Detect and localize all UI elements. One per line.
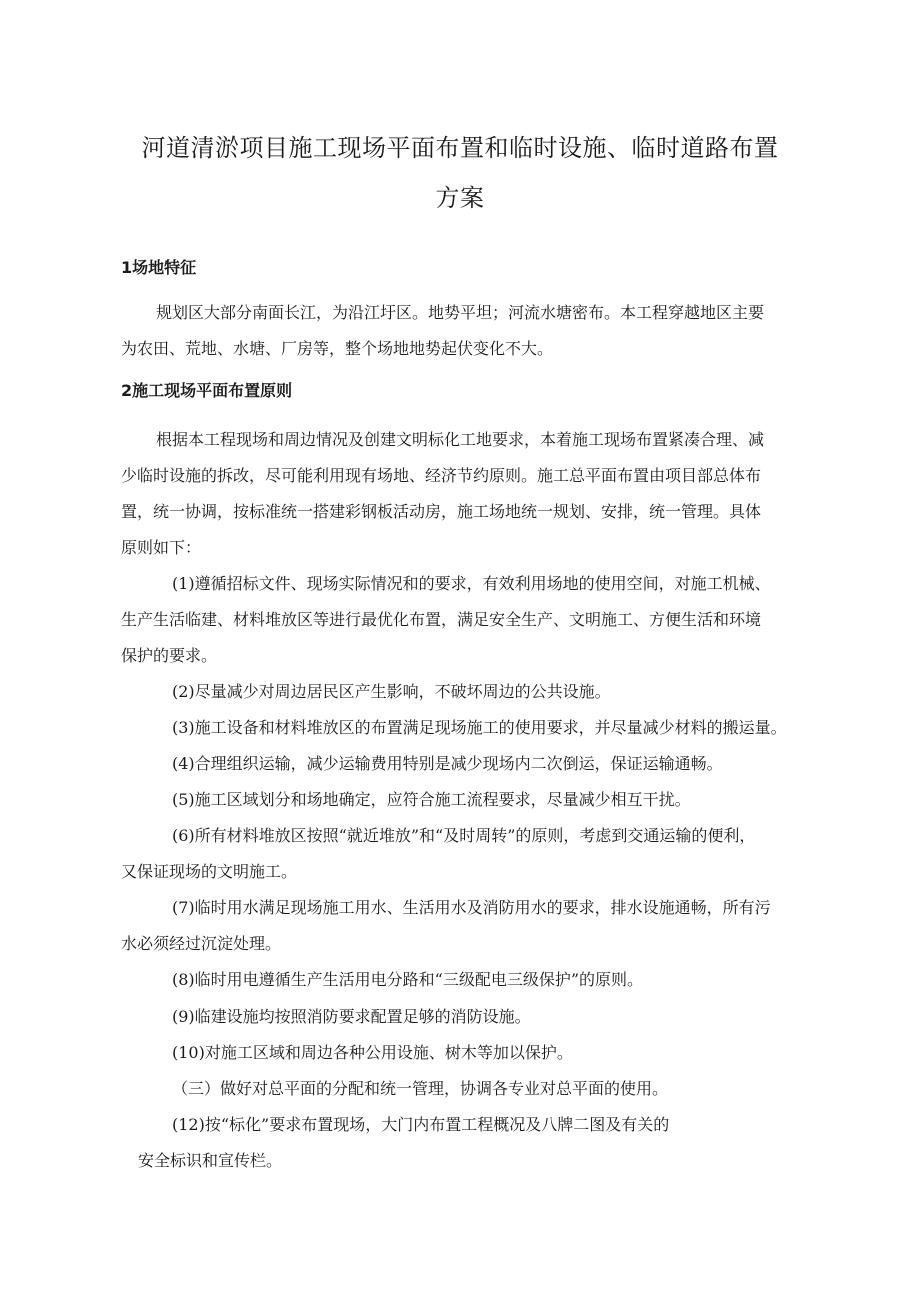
section-1-heading: 1场地特征	[121, 258, 197, 277]
section-1-text-line: 规划区大部分南面长江，为沿江圩区。地势平坦；河流水塘密布。本工程穿越地区主要	[156, 303, 765, 322]
principle-item-12-continued: 安全标识和宣传栏。	[138, 1151, 283, 1170]
section-2-intro-line: 根据本工程现场和周边情况及创建文明标化工地要求，本着施工现场布置紧凑合理、减	[156, 430, 765, 449]
principle-item-8: (8)临时用电遵循生产生活用电分路和“三级配电三级保护”的原则。	[172, 970, 644, 989]
section-2-intro-line: 置，统一协调，按标准统一搭建彩钢板活动房，施工场地统一规划、安排，统一管理。具体	[121, 502, 762, 521]
section-2-intro-line: 少临时设施的拆改，尽可能利用现有场地、经济节约原则。施工总平面布置由项目部总体布	[121, 466, 762, 485]
principle-item-2: (2)尽量减少对周边居民区产生影响，不破坏周边的公共设施。	[172, 682, 611, 701]
document-title-continued: 方案	[435, 184, 485, 212]
principle-item-5: (5)施工区域划分和场地确定，应符合施工流程要求，尽量减少相互干扰。	[172, 790, 691, 809]
section-1-text-line: 为农田、荒地、水塘、厂房等，整个场地地势起伏变化不大。	[121, 339, 554, 358]
principle-item-1-continued: 生产生活临建、材料堆放区等进行最优化布置，满足安全生产、文明施工、方便生活和环境	[121, 610, 762, 629]
principle-item-4: (4)合理组织运输，减少运输费用特别是减少现场内二次倒运，保证运输通畅。	[172, 754, 723, 773]
principle-item-1: (1)遵循招标文件、现场实际情况和的要求，有效利用场地的使用空间，对施工机械、	[172, 574, 771, 593]
principle-item-3: (3)施工设备和材料堆放区的布置满足现场施工的使用要求，并尽量减少材料的搬运量。	[172, 718, 787, 737]
principle-item-7-continued: 水必须经过沉淀处理。	[121, 934, 282, 953]
principle-item-9: (9)临建设施均按照消防要求配置足够的消防设施。	[172, 1007, 531, 1026]
section-2-intro-line: 原则如下：	[121, 538, 202, 557]
principle-item-6-continued: 又保证现场的文明施工。	[121, 862, 298, 881]
principle-item-7: (7)临时用水满足现场施工用水、生活用水及消防用水的要求，排水设施通畅，所有污	[172, 898, 771, 917]
principle-item-11: （三）做好对总平面的分配和统一管理，协调各专业对总平面的使用。	[172, 1079, 669, 1098]
principle-item-12: (12)按“标化”要求布置现场，大门内布置工程概况及八牌二图及有关的	[172, 1115, 670, 1134]
section-2-heading: 2施工现场平面布置原则	[121, 381, 293, 400]
principle-item-10: (10)对施工区域和周边各种公用设施、树木等加以保护。	[172, 1043, 573, 1062]
principle-item-6: (6)所有材料堆放区按照“就近堆放”和“及时周转”的原则，考虑到交通运输的便利，	[172, 826, 756, 845]
document-title: 河道清淤项目施工现场平面布置和临时设施、临时道路布置	[141, 134, 779, 162]
principle-item-1-continued: 保护的要求。	[121, 646, 218, 665]
